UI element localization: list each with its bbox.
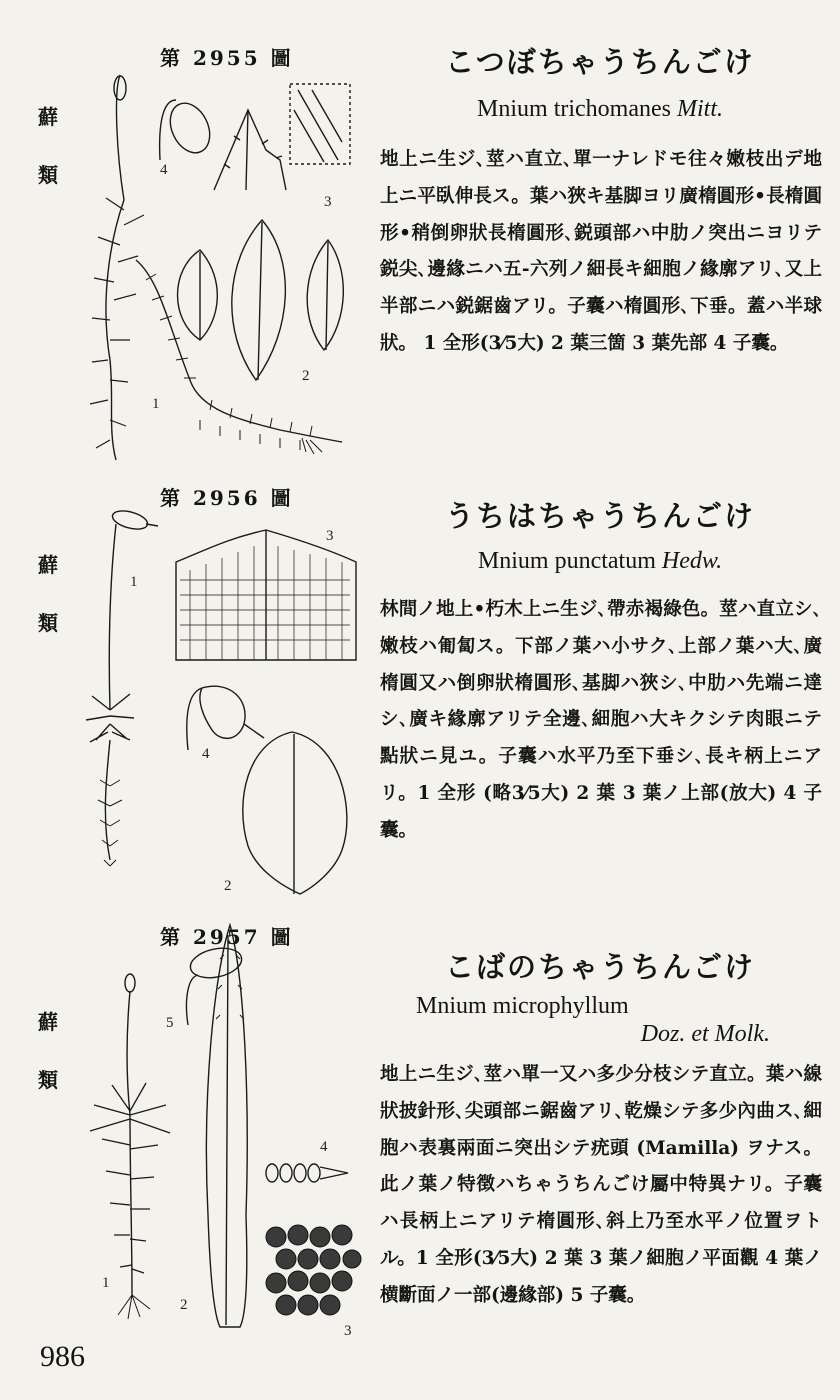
figure-label-1: 1 <box>152 396 160 412</box>
category-label: 蘚 類 <box>38 553 58 635</box>
figure-label-1: 1 <box>102 1275 110 1291</box>
scientific-name: Mnium trichomanes Mitt. <box>477 96 723 122</box>
leaf-cells-figure <box>266 1225 361 1339</box>
scientific-name: Mnium microphyllum <box>416 993 629 1019</box>
leaf-cross-section-figure <box>266 1139 348 1182</box>
figure-label-1: 1 <box>130 574 138 590</box>
leaf-figure <box>180 925 247 1327</box>
figure-label-3: 3 <box>326 528 334 544</box>
figure-label-2: 2 <box>180 1297 188 1313</box>
figure-number: 第 2956 圖 <box>160 486 294 510</box>
moss-illustration-2956 <box>80 480 380 900</box>
category-label: 蘚 類 <box>38 105 58 187</box>
species-description: 林間ノ地上•朽木上ニ生ジ､帶赤褐綠色。莖ハ直立シ､嫩枝ハ匍匐ス。下部ノ葉ハ小サク､上部ノ葉ハ大､廣楕圓又ハ倒卵狀楕圓形､基脚ハ狹シ､中肋ハ先端ニ達シ､廣キ緣廓アリテ全邊､細胞ハ大キクシテ肉眼ニテ點狀ニ見ユ。子囊ハ水平乃至下垂シ､長キ柄上ニアリ。1 全形 (略3⁄5大) 2 葉 3 葉ノ上部(放大) 4 子囊。 <box>380 599 822 841</box>
figure-label-4: 4 <box>202 746 210 762</box>
species-title: こばのちゃうちんごけ <box>444 950 755 984</box>
page-number: 986 <box>40 1340 85 1373</box>
species-description: 地上ニ生ジ､莖ハ單一又ハ多少分枝シテ直立。葉ハ線狀披針形､尖頭部ニ鋸齒アリ､乾燥シテ多少內曲ス､細胞ハ表裏兩面ニ突出シテ疣頭 (Mamilla) ヲナス。此ノ葉ノ特徴ハちゃうちんごけ屬中特異ナリ。子囊ハ長柄上ニアリテ楕圓形､斜上乃至水平ノ位置ヲトル。1 全形(3⁄5大) 2 葉 3 葉ノ細胞ノ平面觀 4 葉ノ横斷面ノ一部(邊緣部) 5 子囊。 <box>380 1064 822 1306</box>
leaf-tip-figure <box>214 84 350 210</box>
capsule-figure <box>187 686 264 762</box>
leaf-figure <box>224 732 347 894</box>
capsule-figure <box>166 944 244 1031</box>
category-label: 蘚 類 <box>38 1010 58 1092</box>
figure-number: 第 2957 圖 <box>160 925 294 949</box>
moss-illustration-2955 <box>80 0 380 470</box>
figure-label-2: 2 <box>224 878 232 894</box>
figure-number: 第 2955 圖 <box>160 46 294 70</box>
leaf-upper-part-figure <box>176 528 356 660</box>
plant-whole-figure <box>90 75 342 460</box>
species-title: こつぼちゃうちんごけ <box>445 45 755 79</box>
figure-label-4: 4 <box>320 1139 328 1155</box>
species-title: うちはちゃうちんごけ <box>444 499 755 533</box>
figure-label-2: 2 <box>302 368 310 384</box>
figure-label-4: 4 <box>160 162 168 178</box>
three-leaves-figure <box>178 220 344 384</box>
capsule-figure <box>160 97 218 178</box>
scientific-author: Doz. et Molk. <box>640 1021 770 1047</box>
scientific-name: Mnium punctatum Hedw. <box>477 548 723 574</box>
species-description: 地上ニ生ジ､莖ハ直立､單一ナレドモ往々嫩枝出デ地上ニ平臥伸長ス。葉ハ狹キ基脚ヨリ廣楕圓形•長楕圓形•稍倒卵狀長楕圓形､鋭頭部ハ中肋ノ突出ニヨリテ鋭尖､邊緣ニハ五-六列ノ細長キ細胞ノ緣廓アリ､又上半部ニハ鋭鋸齒アリ。子囊ハ楕圓形､下垂。蓋ハ半球狀。 1 全形(3⁄5大) 2 葉三箇 3 葉先部 4 子囊。 <box>380 149 822 354</box>
figure-label-3: 3 <box>344 1323 352 1339</box>
moss-illustration-2957 <box>80 915 380 1339</box>
plant-whole-figure <box>86 508 158 866</box>
figure-label-3: 3 <box>324 194 332 210</box>
plant-whole-figure <box>90 974 170 1319</box>
figure-label-5: 5 <box>166 1015 174 1031</box>
